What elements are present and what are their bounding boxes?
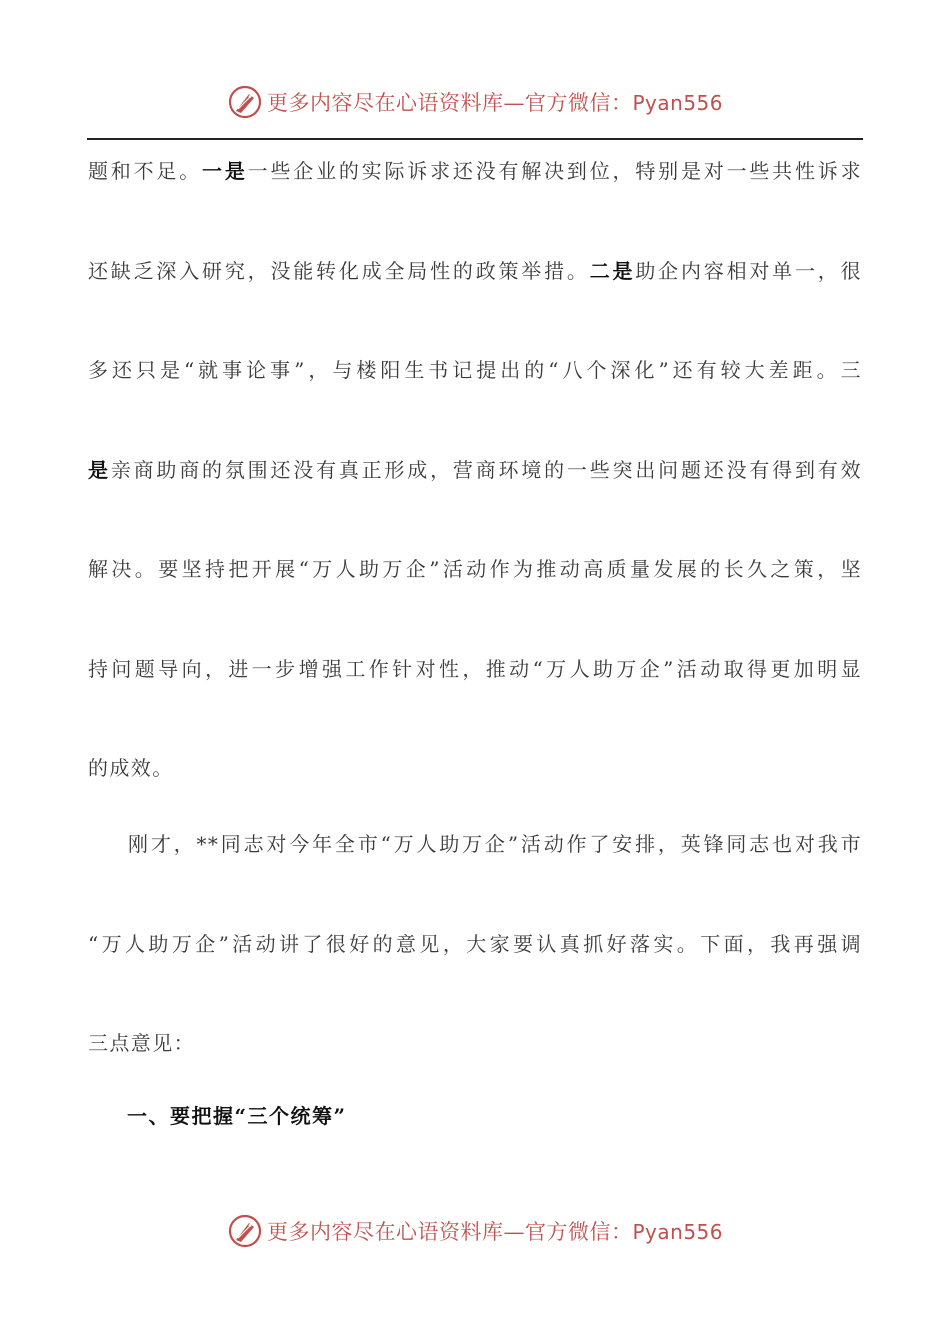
- text-line: 持问题导向，进一步增强工作针对性，推动“万人助万企”活动取得更加明显: [88, 656, 862, 681]
- text-line: 是亲商助商的氛围还没有真正形成，营商环境的一些突出问题还没有得到有效: [88, 457, 862, 482]
- footer-banner: [0, 1211, 950, 1251]
- text-line: 解决。要坚持把开展“万人助万企”活动作为推动高质量发展的长久之策，坚: [88, 557, 862, 581]
- header-promo-text: 更多内容尽在心语资料库—官方微信：: [266, 91, 633, 115]
- footer-promo-text: 更多内容尽在心语资料库—官方微信：: [266, 1220, 633, 1244]
- footer-banner-text: [267, 1216, 723, 1246]
- header-banner-text: [267, 87, 723, 117]
- text-line: 多还只是“就事论事”，与楼阳生书记提出的“八个深化”还有较大差距。三: [88, 358, 862, 382]
- section-heading: 一、要把握“三个统筹”: [127, 1104, 347, 1128]
- header-wechat-id[interactable]: Pyan556: [632, 91, 723, 115]
- text-line: 还缺乏深入研究，没能转化成全局性的政策举措。二是助企内容相对单一，很: [88, 258, 862, 283]
- header-banner: [0, 82, 950, 122]
- bold-marker: 二是: [589, 258, 636, 283]
- header-divider: [87, 138, 863, 140]
- text-line: 三点意见：: [88, 1031, 195, 1055]
- bold-marker: 一是: [202, 159, 248, 183]
- text-line: “万人助万企”活动讲了很好的意见，大家要认真抓好落实。下面，我再强调: [88, 931, 862, 956]
- bold-marker: 是: [88, 457, 111, 482]
- text-line: 的成效。: [88, 756, 174, 780]
- text-line: 刚才，**同志对今年全市“万人助万企”活动作了安排，英锋同志也对我市: [128, 832, 862, 856]
- pen-nib-logo-icon: [227, 1213, 263, 1249]
- pen-nib-logo-icon: [227, 84, 263, 120]
- footer-wechat-id[interactable]: Pyan556: [632, 1220, 723, 1244]
- document-body: [88, 150, 862, 1122]
- text-line: 题和不足。一是一些企业的实际诉求还没有解决到位，特别是对一些共性诉求: [88, 159, 862, 183]
